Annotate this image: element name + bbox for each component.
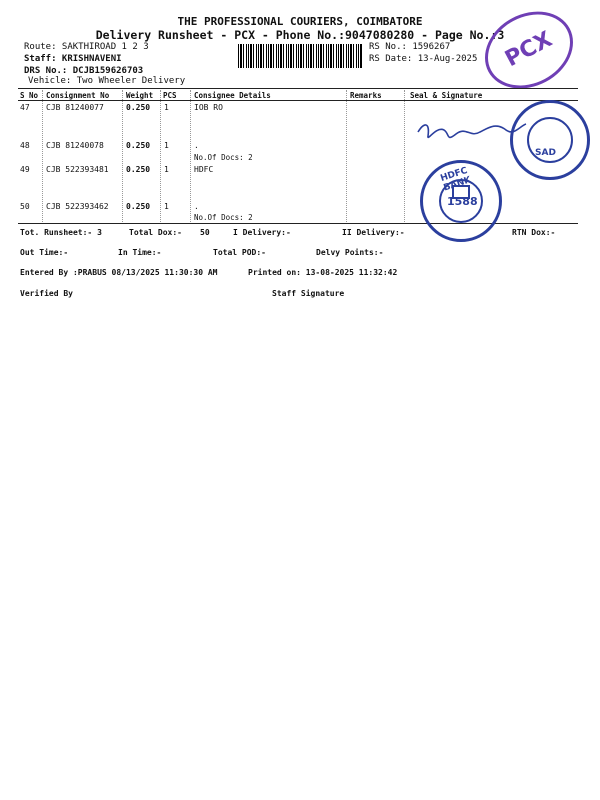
row-consignment: CJB 522393481 [46, 165, 109, 174]
barcode [238, 44, 362, 68]
header-consignment: Consignment No [46, 91, 110, 100]
row-consignee: . [194, 202, 199, 211]
row-docs: No.Of Docs: 2 [194, 213, 253, 222]
drs-number: DRS No.: DCJB159626703 [24, 66, 144, 76]
delvy-points: Delvy Points:- [316, 248, 384, 257]
row-pcs: 1 [164, 141, 169, 150]
i-delivery: I Delivery:- [233, 228, 291, 237]
printed-on: Printed on: 13-08-2025 11:32:42 [248, 268, 398, 277]
row-consignment: CJB 522393462 [46, 202, 109, 211]
header-remarks: Remarks [350, 91, 382, 100]
ii-delivery: II Delivery:- [342, 228, 405, 237]
pcx-stamp: PCX [471, 0, 586, 103]
row-consignment: CJB 81240077 [46, 103, 104, 112]
row-consignee: HDFC [194, 165, 214, 174]
in-time: In Time:- [118, 248, 162, 257]
entered-by: Entered By :PRABUS 08/13/2025 11:30:30 AM [20, 268, 218, 277]
row-weight: 0.250 [126, 141, 151, 150]
row-docs: No.Of Docs: 2 [194, 153, 253, 162]
row-weight: 0.250 [126, 202, 151, 211]
route: Route: SAKTHIROAD 1 2 3 [24, 42, 149, 52]
row-pcs: 1 [164, 103, 169, 112]
rs-number: RS No.: 1596267 [369, 42, 451, 52]
iob-seal-text: SAD [535, 148, 556, 158]
row-sno: 50 [20, 202, 30, 211]
total-pod: Total POD:- [213, 248, 266, 257]
row-sno: 49 [20, 165, 30, 174]
row-consignee: . [194, 141, 199, 150]
table-header-border [18, 100, 578, 101]
total-dox-value: 50 [200, 228, 210, 237]
vehicle: Vehicle: Two Wheeler Delivery [28, 76, 186, 86]
row-pcs: 1 [164, 165, 169, 174]
tot-runsheet: Tot. Runsheet:- 3 [20, 228, 102, 237]
header-sno: S No [20, 91, 39, 100]
header-weight: Weight [126, 91, 154, 100]
col-divider [160, 90, 161, 222]
col-divider [190, 90, 191, 222]
row-sno: 48 [20, 141, 30, 150]
hdfc-seal-bank-name: HDFC BANK [439, 165, 473, 194]
row-weight: 0.250 [126, 165, 151, 174]
col-divider [346, 90, 347, 222]
company-name: THE PROFESSIONAL COURIERS, COIMBATORE [177, 15, 423, 28]
staff-signature: Staff Signature [272, 289, 345, 298]
col-divider [122, 90, 123, 222]
row-weight: 0.250 [126, 103, 151, 112]
table-top-border [18, 88, 578, 89]
col-divider [404, 90, 405, 222]
rtn-dox: RTN Dox:- [512, 228, 556, 237]
header-pcs: PCS [163, 91, 177, 100]
row-sno: 47 [20, 103, 30, 112]
header-seal-signature: Seal & Signature [410, 91, 483, 100]
staff: Staff: KRISHNAVENI [24, 54, 122, 64]
header-consignee: Consignee Details [194, 91, 271, 100]
row-pcs: 1 [164, 202, 169, 211]
runsheet-title: Delivery Runsheet - PCX - Phone No.:9047080280 - Page No.:3 [95, 28, 505, 42]
total-dox-label: Total Dox:- [129, 228, 182, 237]
out-time: Out Time:- [20, 248, 69, 257]
hdfc-seal-stamp [420, 160, 502, 242]
rs-date: RS Date: 13-Aug-2025 [369, 54, 478, 64]
iob-seal-stamp [510, 100, 590, 180]
verified-by: Verified By [20, 289, 73, 298]
row-consignee: IOB RO [194, 103, 223, 112]
hdfc-seal-code: 1588 [447, 195, 478, 208]
col-divider [42, 90, 43, 222]
row-consignment: CJB 81240078 [46, 141, 104, 150]
